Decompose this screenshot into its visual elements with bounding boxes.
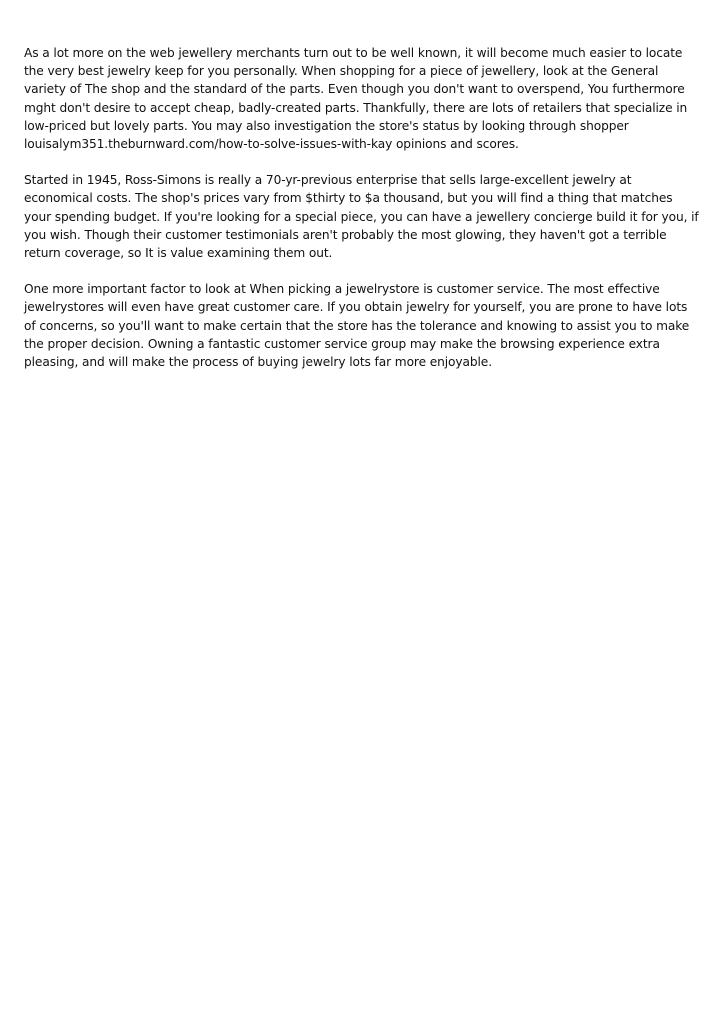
paragraph-jewellery-merchants: As a lot more on the web jewellery merchants turn out to be well known, it will become much easier to locate the very best jewelry keep for you personally. When shopping for a piece of jewellery, look at the General variety of The shop and the standard of the parts. Even though you don't want to overspend, You furthermore mght don't desire to accept cheap, badly-created parts. Thankfully, there are lots of retailers that specialize in low-priced but lovely parts. You may also investigation the store's status by looking through shopper louisalym351.theburnward.com/how-to-solve-issues-with-kay opinions and scores.	[24, 46, 688, 152]
paragraph-ross-simons: Started in 1945, Ross-Simons is really a 70-yr-previous enterprise that sells large-excellent jewelry at economical costs. The shop's prices vary from $thirty to $a thousand, but you will find a thing that matches your spending budget. If you're looking for a special piece, you can have a jewellery concierge build it for you, if you wish. Though their customer testimonials aren't probably the most glowing, they haven't got a terrible return coverage, so It is value examining them out.	[24, 173, 699, 261]
paragraph-customer-service: One more important factor to look at When picking a jewelrystore is customer service. The most effective jewelrystores will even have great customer care. If you obtain jewelry for yourself, you are prone to have lots of concerns, so you'll want to make certain that the store has the tolerance and knowing to assist you to make the proper decision. Owning a fantastic customer service group may make the browsing experience extra pleasing, and will make the process of buying jewelry lots far more enjoyable.	[24, 282, 690, 370]
